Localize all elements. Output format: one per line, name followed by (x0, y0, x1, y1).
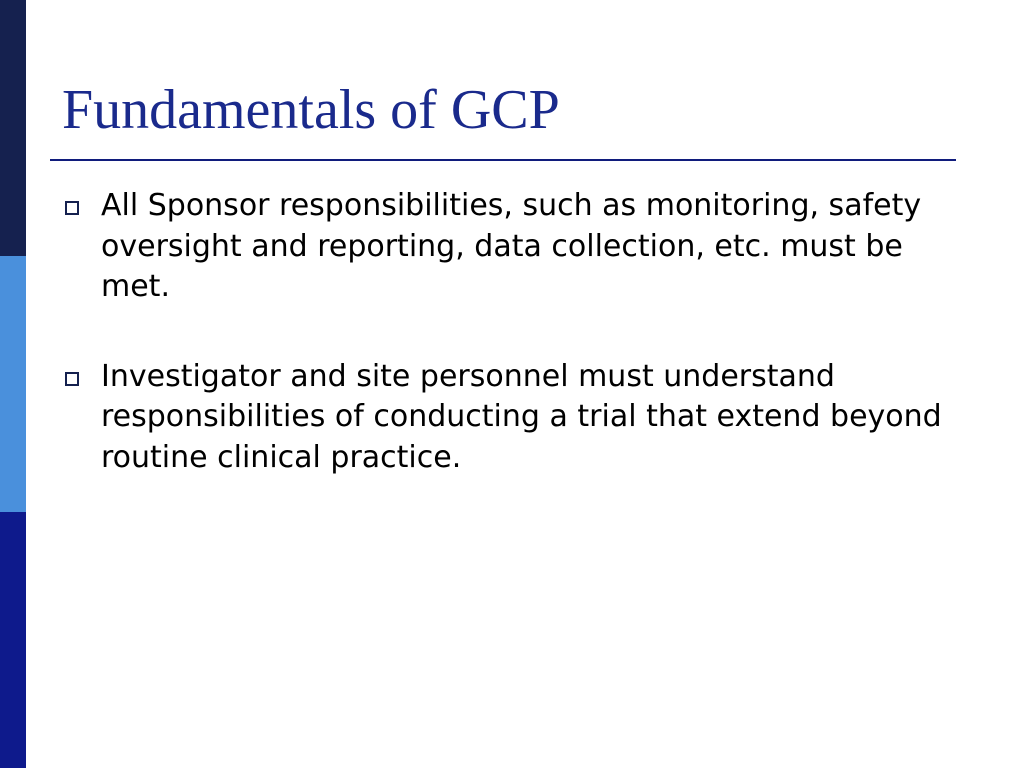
bullet-item (64, 186, 944, 308)
accent-bar-bottom-segment (0, 512, 26, 768)
hollow-square-icon (65, 372, 79, 386)
bullet-list (64, 186, 944, 527)
bullet-text: All Sponsor responsibilities, such as monitoring, safety oversight and reporting, data collection, etc. must be met. (101, 188, 922, 304)
accent-side-bar (0, 0, 26, 768)
bullet-text: Investigator and site personnel must understand responsibilities of conducting a trial that extend beyond routine clinical practice. (101, 358, 942, 475)
accent-bar-middle-segment (0, 256, 26, 512)
bullet-item (64, 357, 944, 479)
slide-title: Fundamentals of GCP (62, 79, 560, 141)
title-underline-rule (50, 159, 956, 161)
hollow-square-icon (65, 201, 79, 215)
accent-bar-top-segment (0, 0, 26, 256)
